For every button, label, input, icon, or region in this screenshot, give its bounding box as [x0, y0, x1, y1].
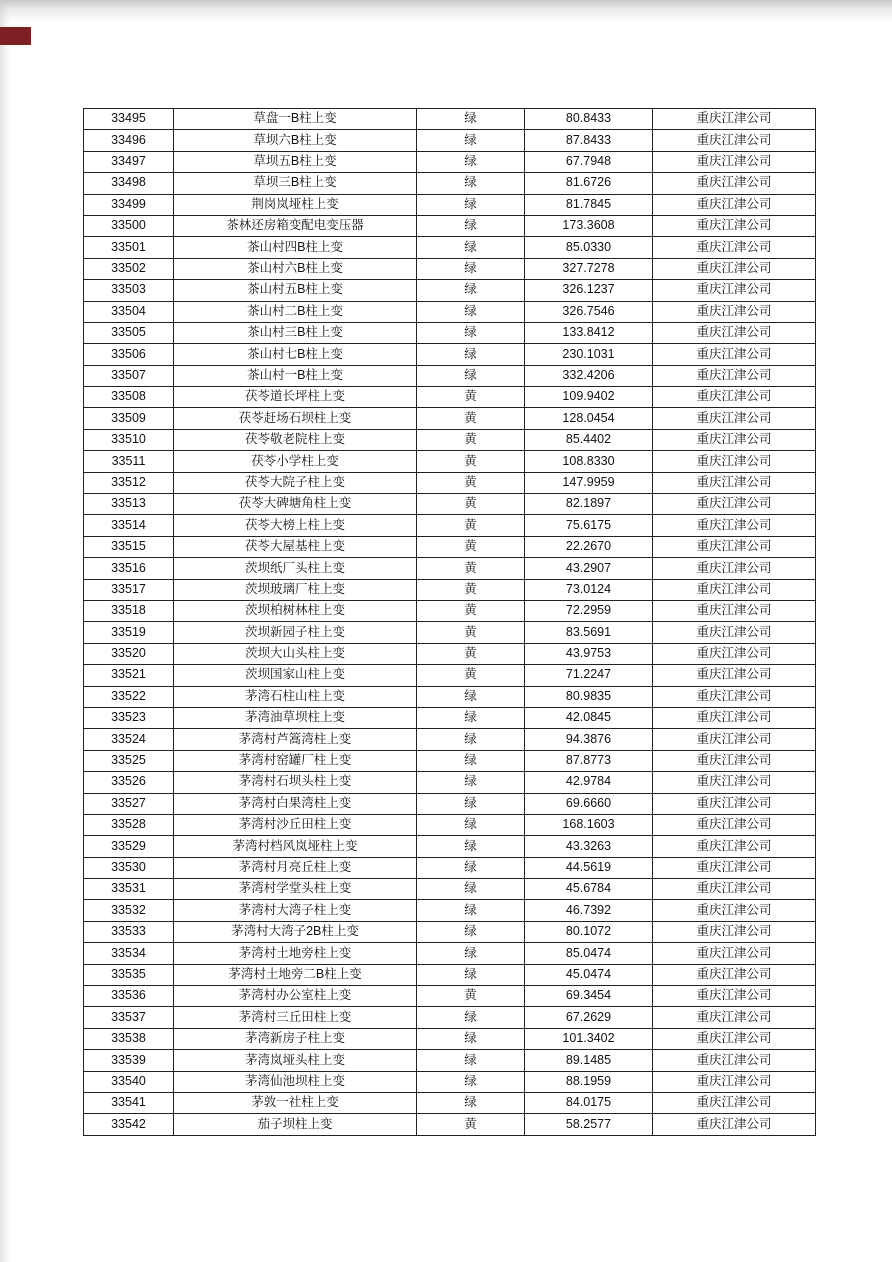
table-row — [84, 365, 816, 386]
cell-company: 重庆江津公司 — [653, 365, 816, 386]
table-row — [84, 194, 816, 215]
table-body — [84, 109, 816, 1136]
cell-value: 72.2959 — [525, 600, 653, 621]
cell-value: 45.0474 — [525, 964, 653, 985]
transformer-table — [83, 108, 816, 1136]
cell-name: 茅湾岚垭头柱上变 — [174, 1050, 417, 1071]
table-row — [84, 857, 816, 878]
cell-id: 33533 — [84, 921, 174, 942]
cell-company: 重庆江津公司 — [653, 451, 816, 472]
cell-name: 茅湾村沙丘田柱上变 — [174, 814, 417, 835]
cell-name: 草坝六B柱上变 — [174, 130, 417, 151]
table-row — [84, 943, 816, 964]
cell-value: 71.2247 — [525, 665, 653, 686]
cell-name: 茶山村七B柱上变 — [174, 344, 417, 365]
cell-value: 332.4206 — [525, 365, 653, 386]
cell-id: 33497 — [84, 151, 174, 172]
cell-status: 绿 — [417, 365, 525, 386]
cell-status: 黄 — [417, 986, 525, 1007]
cell-company: 重庆江津公司 — [653, 943, 816, 964]
cell-id: 33528 — [84, 814, 174, 835]
cell-status: 黄 — [417, 515, 525, 536]
cell-name: 茯苓大院子柱上变 — [174, 472, 417, 493]
cell-name: 茅湾村白果湾柱上变 — [174, 793, 417, 814]
cell-status: 黄 — [417, 665, 525, 686]
cell-name: 茨坝纸厂头柱上变 — [174, 558, 417, 579]
cell-company: 重庆江津公司 — [653, 194, 816, 215]
cell-value: 80.8433 — [525, 109, 653, 130]
cell-id: 33516 — [84, 558, 174, 579]
cell-id: 33535 — [84, 964, 174, 985]
cell-id: 33536 — [84, 986, 174, 1007]
cell-status: 绿 — [417, 729, 525, 750]
cell-id: 33508 — [84, 387, 174, 408]
cell-id: 33519 — [84, 622, 174, 643]
cell-status: 绿 — [417, 964, 525, 985]
cell-status: 绿 — [417, 280, 525, 301]
table-row — [84, 622, 816, 643]
cell-value: 101.3402 — [525, 1028, 653, 1049]
cell-value: 43.2907 — [525, 558, 653, 579]
cell-status: 绿 — [417, 750, 525, 771]
cell-status: 黄 — [417, 408, 525, 429]
cell-company: 重庆江津公司 — [653, 665, 816, 686]
cell-name: 茅湾村土地旁二B柱上变 — [174, 964, 417, 985]
table-row — [84, 322, 816, 343]
table-row — [84, 600, 816, 621]
cell-company: 重庆江津公司 — [653, 879, 816, 900]
cell-id: 33529 — [84, 836, 174, 857]
cell-value: 85.4402 — [525, 429, 653, 450]
cell-id: 33499 — [84, 194, 174, 215]
cell-company: 重庆江津公司 — [653, 151, 816, 172]
cell-id: 33520 — [84, 643, 174, 664]
cell-company: 重庆江津公司 — [653, 301, 816, 322]
cell-value: 87.8433 — [525, 130, 653, 151]
cell-company: 重庆江津公司 — [653, 130, 816, 151]
cell-value: 89.1485 — [525, 1050, 653, 1071]
cell-company: 重庆江津公司 — [653, 964, 816, 985]
cell-company: 重庆江津公司 — [653, 515, 816, 536]
table-row — [84, 515, 816, 536]
cell-name: 茅湾油草坝柱上变 — [174, 707, 417, 728]
cell-id: 33541 — [84, 1092, 174, 1113]
cell-company: 重庆江津公司 — [653, 622, 816, 643]
cell-id: 33517 — [84, 579, 174, 600]
cell-name: 茯苓赶场石坝柱上变 — [174, 408, 417, 429]
cell-name: 茯苓大榜上柱上变 — [174, 515, 417, 536]
table-row — [84, 921, 816, 942]
cell-value: 42.9784 — [525, 772, 653, 793]
cell-value: 75.6175 — [525, 515, 653, 536]
cell-name: 草坝三B柱上变 — [174, 173, 417, 194]
cell-value: 88.1959 — [525, 1071, 653, 1092]
cell-name: 茶山村一B柱上变 — [174, 365, 417, 386]
cell-id: 33506 — [84, 344, 174, 365]
cell-company: 重庆江津公司 — [653, 408, 816, 429]
cell-value: 85.0330 — [525, 237, 653, 258]
cell-id: 33522 — [84, 686, 174, 707]
cell-company: 重庆江津公司 — [653, 1092, 816, 1113]
table-row — [84, 536, 816, 557]
cell-company: 重庆江津公司 — [653, 472, 816, 493]
cell-company: 重庆江津公司 — [653, 857, 816, 878]
cell-status: 绿 — [417, 1092, 525, 1113]
cell-name: 茶山村四B柱上变 — [174, 237, 417, 258]
cell-status: 绿 — [417, 1071, 525, 1092]
cell-company: 重庆江津公司 — [653, 558, 816, 579]
cell-name: 茨坝玻璃厂柱上变 — [174, 579, 417, 600]
cell-value: 83.5691 — [525, 622, 653, 643]
cell-company: 重庆江津公司 — [653, 494, 816, 515]
cell-id: 33534 — [84, 943, 174, 964]
table-row — [84, 986, 816, 1007]
cell-value: 46.7392 — [525, 900, 653, 921]
cell-company: 重庆江津公司 — [653, 1114, 816, 1135]
table-row — [84, 793, 816, 814]
cell-status: 黄 — [417, 451, 525, 472]
cell-status: 绿 — [417, 1007, 525, 1028]
table-row — [84, 301, 816, 322]
cell-company: 重庆江津公司 — [653, 429, 816, 450]
cell-name: 茶林还房箱变配电变压器 — [174, 215, 417, 236]
cell-status: 绿 — [417, 109, 525, 130]
cell-company: 重庆江津公司 — [653, 215, 816, 236]
cell-status: 黄 — [417, 579, 525, 600]
table-row — [84, 109, 816, 130]
cell-id: 33538 — [84, 1028, 174, 1049]
cell-name: 茯苓道长坪柱上变 — [174, 387, 417, 408]
cell-id: 33523 — [84, 707, 174, 728]
table-row — [84, 729, 816, 750]
cell-company: 重庆江津公司 — [653, 600, 816, 621]
cell-status: 绿 — [417, 686, 525, 707]
cell-status: 绿 — [417, 173, 525, 194]
cell-status: 绿 — [417, 301, 525, 322]
cell-status: 黄 — [417, 387, 525, 408]
table-row — [84, 750, 816, 771]
cell-company: 重庆江津公司 — [653, 1071, 816, 1092]
cell-company: 重庆江津公司 — [653, 322, 816, 343]
cell-company: 重庆江津公司 — [653, 772, 816, 793]
table-row — [84, 1092, 816, 1113]
cell-id: 33503 — [84, 280, 174, 301]
table-row — [84, 643, 816, 664]
cell-status: 绿 — [417, 772, 525, 793]
cell-id: 33542 — [84, 1114, 174, 1135]
cell-value: 173.3608 — [525, 215, 653, 236]
cell-value: 67.7948 — [525, 151, 653, 172]
table-row — [84, 964, 816, 985]
cell-value: 108.8330 — [525, 451, 653, 472]
cell-value: 81.7845 — [525, 194, 653, 215]
cell-status: 黄 — [417, 429, 525, 450]
cell-status: 绿 — [417, 194, 525, 215]
cell-status: 黄 — [417, 622, 525, 643]
cell-status: 绿 — [417, 857, 525, 878]
cell-id: 33539 — [84, 1050, 174, 1071]
cell-status: 黄 — [417, 643, 525, 664]
cell-status: 黄 — [417, 536, 525, 557]
cell-company: 重庆江津公司 — [653, 387, 816, 408]
cell-name: 茅湾村学堂头柱上变 — [174, 879, 417, 900]
cell-value: 43.3263 — [525, 836, 653, 857]
cell-id: 33504 — [84, 301, 174, 322]
cell-company: 重庆江津公司 — [653, 109, 816, 130]
cell-company: 重庆江津公司 — [653, 836, 816, 857]
cell-company: 重庆江津公司 — [653, 536, 816, 557]
cell-company: 重庆江津公司 — [653, 814, 816, 835]
cell-value: 80.9835 — [525, 686, 653, 707]
cell-name: 草盘一B柱上变 — [174, 109, 417, 130]
cell-id: 33498 — [84, 173, 174, 194]
cell-id: 33540 — [84, 1071, 174, 1092]
cell-status: 绿 — [417, 943, 525, 964]
cell-id: 33511 — [84, 451, 174, 472]
cell-id: 33507 — [84, 365, 174, 386]
cell-status: 绿 — [417, 707, 525, 728]
table-row — [84, 836, 816, 857]
cell-name: 茅湾村档风岚垭柱上变 — [174, 836, 417, 857]
cell-name: 茶山村三B柱上变 — [174, 322, 417, 343]
cell-name: 茅湾石柱山柱上变 — [174, 686, 417, 707]
cell-company: 重庆江津公司 — [653, 686, 816, 707]
cell-status: 绿 — [417, 151, 525, 172]
table-row — [84, 772, 816, 793]
cell-company: 重庆江津公司 — [653, 1007, 816, 1028]
cell-status: 绿 — [417, 1050, 525, 1071]
cell-status: 黄 — [417, 1114, 525, 1135]
cell-id: 33515 — [84, 536, 174, 557]
cell-name: 茨坝柏树林柱上变 — [174, 600, 417, 621]
cell-company: 重庆江津公司 — [653, 344, 816, 365]
cell-company: 重庆江津公司 — [653, 921, 816, 942]
cell-company: 重庆江津公司 — [653, 900, 816, 921]
cell-id: 33513 — [84, 494, 174, 515]
cell-name: 茶山村六B柱上变 — [174, 258, 417, 279]
cell-name: 茅湾村大湾子柱上变 — [174, 900, 417, 921]
cell-status: 黄 — [417, 472, 525, 493]
cell-id: 33518 — [84, 600, 174, 621]
cell-name: 茯苓小学柱上变 — [174, 451, 417, 472]
cell-status: 绿 — [417, 237, 525, 258]
cell-name: 茨坝新园子柱上变 — [174, 622, 417, 643]
cell-id: 33496 — [84, 130, 174, 151]
cell-value: 147.9959 — [525, 472, 653, 493]
cell-value: 133.8412 — [525, 322, 653, 343]
cell-id: 33505 — [84, 322, 174, 343]
cell-value: 326.1237 — [525, 280, 653, 301]
cell-id: 33530 — [84, 857, 174, 878]
cell-company: 重庆江津公司 — [653, 750, 816, 771]
cell-company: 重庆江津公司 — [653, 793, 816, 814]
cell-value: 43.9753 — [525, 643, 653, 664]
cell-id: 33524 — [84, 729, 174, 750]
cell-company: 重庆江津公司 — [653, 579, 816, 600]
cell-name: 茨坝大山头柱上变 — [174, 643, 417, 664]
cell-value: 69.6660 — [525, 793, 653, 814]
table-row — [84, 344, 816, 365]
cell-name: 茨坝国家山柱上变 — [174, 665, 417, 686]
cell-name: 茯苓大碑塘角柱上变 — [174, 494, 417, 515]
cell-company: 重庆江津公司 — [653, 258, 816, 279]
cell-company: 重庆江津公司 — [653, 707, 816, 728]
table-row — [84, 215, 816, 236]
red-marker-block — [0, 27, 31, 45]
cell-name: 茅湾村窑罐厂柱上变 — [174, 750, 417, 771]
cell-company: 重庆江津公司 — [653, 729, 816, 750]
table-row — [84, 1050, 816, 1071]
cell-company: 重庆江津公司 — [653, 1028, 816, 1049]
table-row — [84, 173, 816, 194]
cell-value: 230.1031 — [525, 344, 653, 365]
cell-value: 94.3876 — [525, 729, 653, 750]
cell-value: 44.5619 — [525, 857, 653, 878]
cell-status: 绿 — [417, 900, 525, 921]
table-row — [84, 408, 816, 429]
cell-company: 重庆江津公司 — [653, 237, 816, 258]
cell-id: 33537 — [84, 1007, 174, 1028]
table-row — [84, 387, 816, 408]
cell-name: 茅湾村月亮丘柱上变 — [174, 857, 417, 878]
cell-value: 109.9402 — [525, 387, 653, 408]
table-row — [84, 686, 816, 707]
scan-left-shadow — [0, 0, 10, 1262]
table-row — [84, 1028, 816, 1049]
cell-name: 荆岗岚垭柱上变 — [174, 194, 417, 215]
cell-name: 茅湾新房子柱上变 — [174, 1028, 417, 1049]
cell-id: 33514 — [84, 515, 174, 536]
cell-status: 绿 — [417, 921, 525, 942]
cell-status: 绿 — [417, 836, 525, 857]
cell-value: 81.6726 — [525, 173, 653, 194]
transformer-table-container — [83, 108, 800, 1136]
cell-name: 茅湾村三丘田柱上变 — [174, 1007, 417, 1028]
cell-value: 58.2577 — [525, 1114, 653, 1135]
cell-status: 绿 — [417, 258, 525, 279]
cell-name: 茄子坝柱上变 — [174, 1114, 417, 1135]
table-row — [84, 814, 816, 835]
cell-company: 重庆江津公司 — [653, 173, 816, 194]
cell-id: 33521 — [84, 665, 174, 686]
cell-name: 茅湾仙池坝柱上变 — [174, 1071, 417, 1092]
cell-value: 42.0845 — [525, 707, 653, 728]
cell-value: 327.7278 — [525, 258, 653, 279]
cell-value: 69.3454 — [525, 986, 653, 1007]
cell-id: 33501 — [84, 237, 174, 258]
cell-company: 重庆江津公司 — [653, 986, 816, 1007]
table-row — [84, 665, 816, 686]
cell-id: 33525 — [84, 750, 174, 771]
cell-id: 33495 — [84, 109, 174, 130]
cell-value: 168.1603 — [525, 814, 653, 835]
cell-value: 87.8773 — [525, 750, 653, 771]
table-row — [84, 1007, 816, 1028]
cell-name: 茅湾村办公室柱上变 — [174, 986, 417, 1007]
scan-top-shadow — [0, 0, 892, 22]
table-row — [84, 258, 816, 279]
cell-value: 128.0454 — [525, 408, 653, 429]
cell-value: 73.0124 — [525, 579, 653, 600]
table-row — [84, 558, 816, 579]
cell-name: 茶山村五B柱上变 — [174, 280, 417, 301]
cell-id: 33510 — [84, 429, 174, 450]
cell-name: 茅湾村土地旁柱上变 — [174, 943, 417, 964]
cell-value: 22.2670 — [525, 536, 653, 557]
table-row — [84, 707, 816, 728]
cell-status: 绿 — [417, 322, 525, 343]
cell-value: 326.7546 — [525, 301, 653, 322]
cell-id: 33532 — [84, 900, 174, 921]
cell-name: 草坝五B柱上变 — [174, 151, 417, 172]
cell-status: 黄 — [417, 600, 525, 621]
cell-value: 85.0474 — [525, 943, 653, 964]
cell-value: 82.1897 — [525, 494, 653, 515]
cell-value: 84.0175 — [525, 1092, 653, 1113]
table-row — [84, 472, 816, 493]
cell-value: 45.6784 — [525, 879, 653, 900]
cell-id: 33512 — [84, 472, 174, 493]
table-row — [84, 451, 816, 472]
table-row — [84, 579, 816, 600]
cell-status: 绿 — [417, 130, 525, 151]
cell-status: 绿 — [417, 344, 525, 365]
cell-id: 33509 — [84, 408, 174, 429]
table-row — [84, 429, 816, 450]
cell-id: 33502 — [84, 258, 174, 279]
cell-company: 重庆江津公司 — [653, 280, 816, 301]
cell-id: 33527 — [84, 793, 174, 814]
cell-status: 绿 — [417, 215, 525, 236]
table-row — [84, 494, 816, 515]
cell-company: 重庆江津公司 — [653, 1050, 816, 1071]
table-row — [84, 1071, 816, 1092]
cell-status: 绿 — [417, 1028, 525, 1049]
cell-value: 80.1072 — [525, 921, 653, 942]
cell-name: 茯苓敬老院柱上变 — [174, 429, 417, 450]
cell-id: 33526 — [84, 772, 174, 793]
cell-status: 绿 — [417, 879, 525, 900]
table-row — [84, 879, 816, 900]
cell-name: 茯苓大屋基柱上变 — [174, 536, 417, 557]
table-row — [84, 280, 816, 301]
cell-status: 黄 — [417, 494, 525, 515]
cell-status: 绿 — [417, 814, 525, 835]
cell-name: 茅敦一社柱上变 — [174, 1092, 417, 1113]
cell-status: 绿 — [417, 793, 525, 814]
cell-name: 茶山村二B柱上变 — [174, 301, 417, 322]
cell-company: 重庆江津公司 — [653, 643, 816, 664]
table-row — [84, 151, 816, 172]
cell-name: 茅湾村大湾子2B柱上变 — [174, 921, 417, 942]
cell-id: 33500 — [84, 215, 174, 236]
table-row — [84, 237, 816, 258]
cell-status: 黄 — [417, 558, 525, 579]
cell-name: 茅湾村石坝头柱上变 — [174, 772, 417, 793]
table-row — [84, 130, 816, 151]
table-row — [84, 1114, 816, 1135]
table-row — [84, 900, 816, 921]
cell-value: 67.2629 — [525, 1007, 653, 1028]
cell-id: 33531 — [84, 879, 174, 900]
cell-name: 茅湾村芦篙湾柱上变 — [174, 729, 417, 750]
